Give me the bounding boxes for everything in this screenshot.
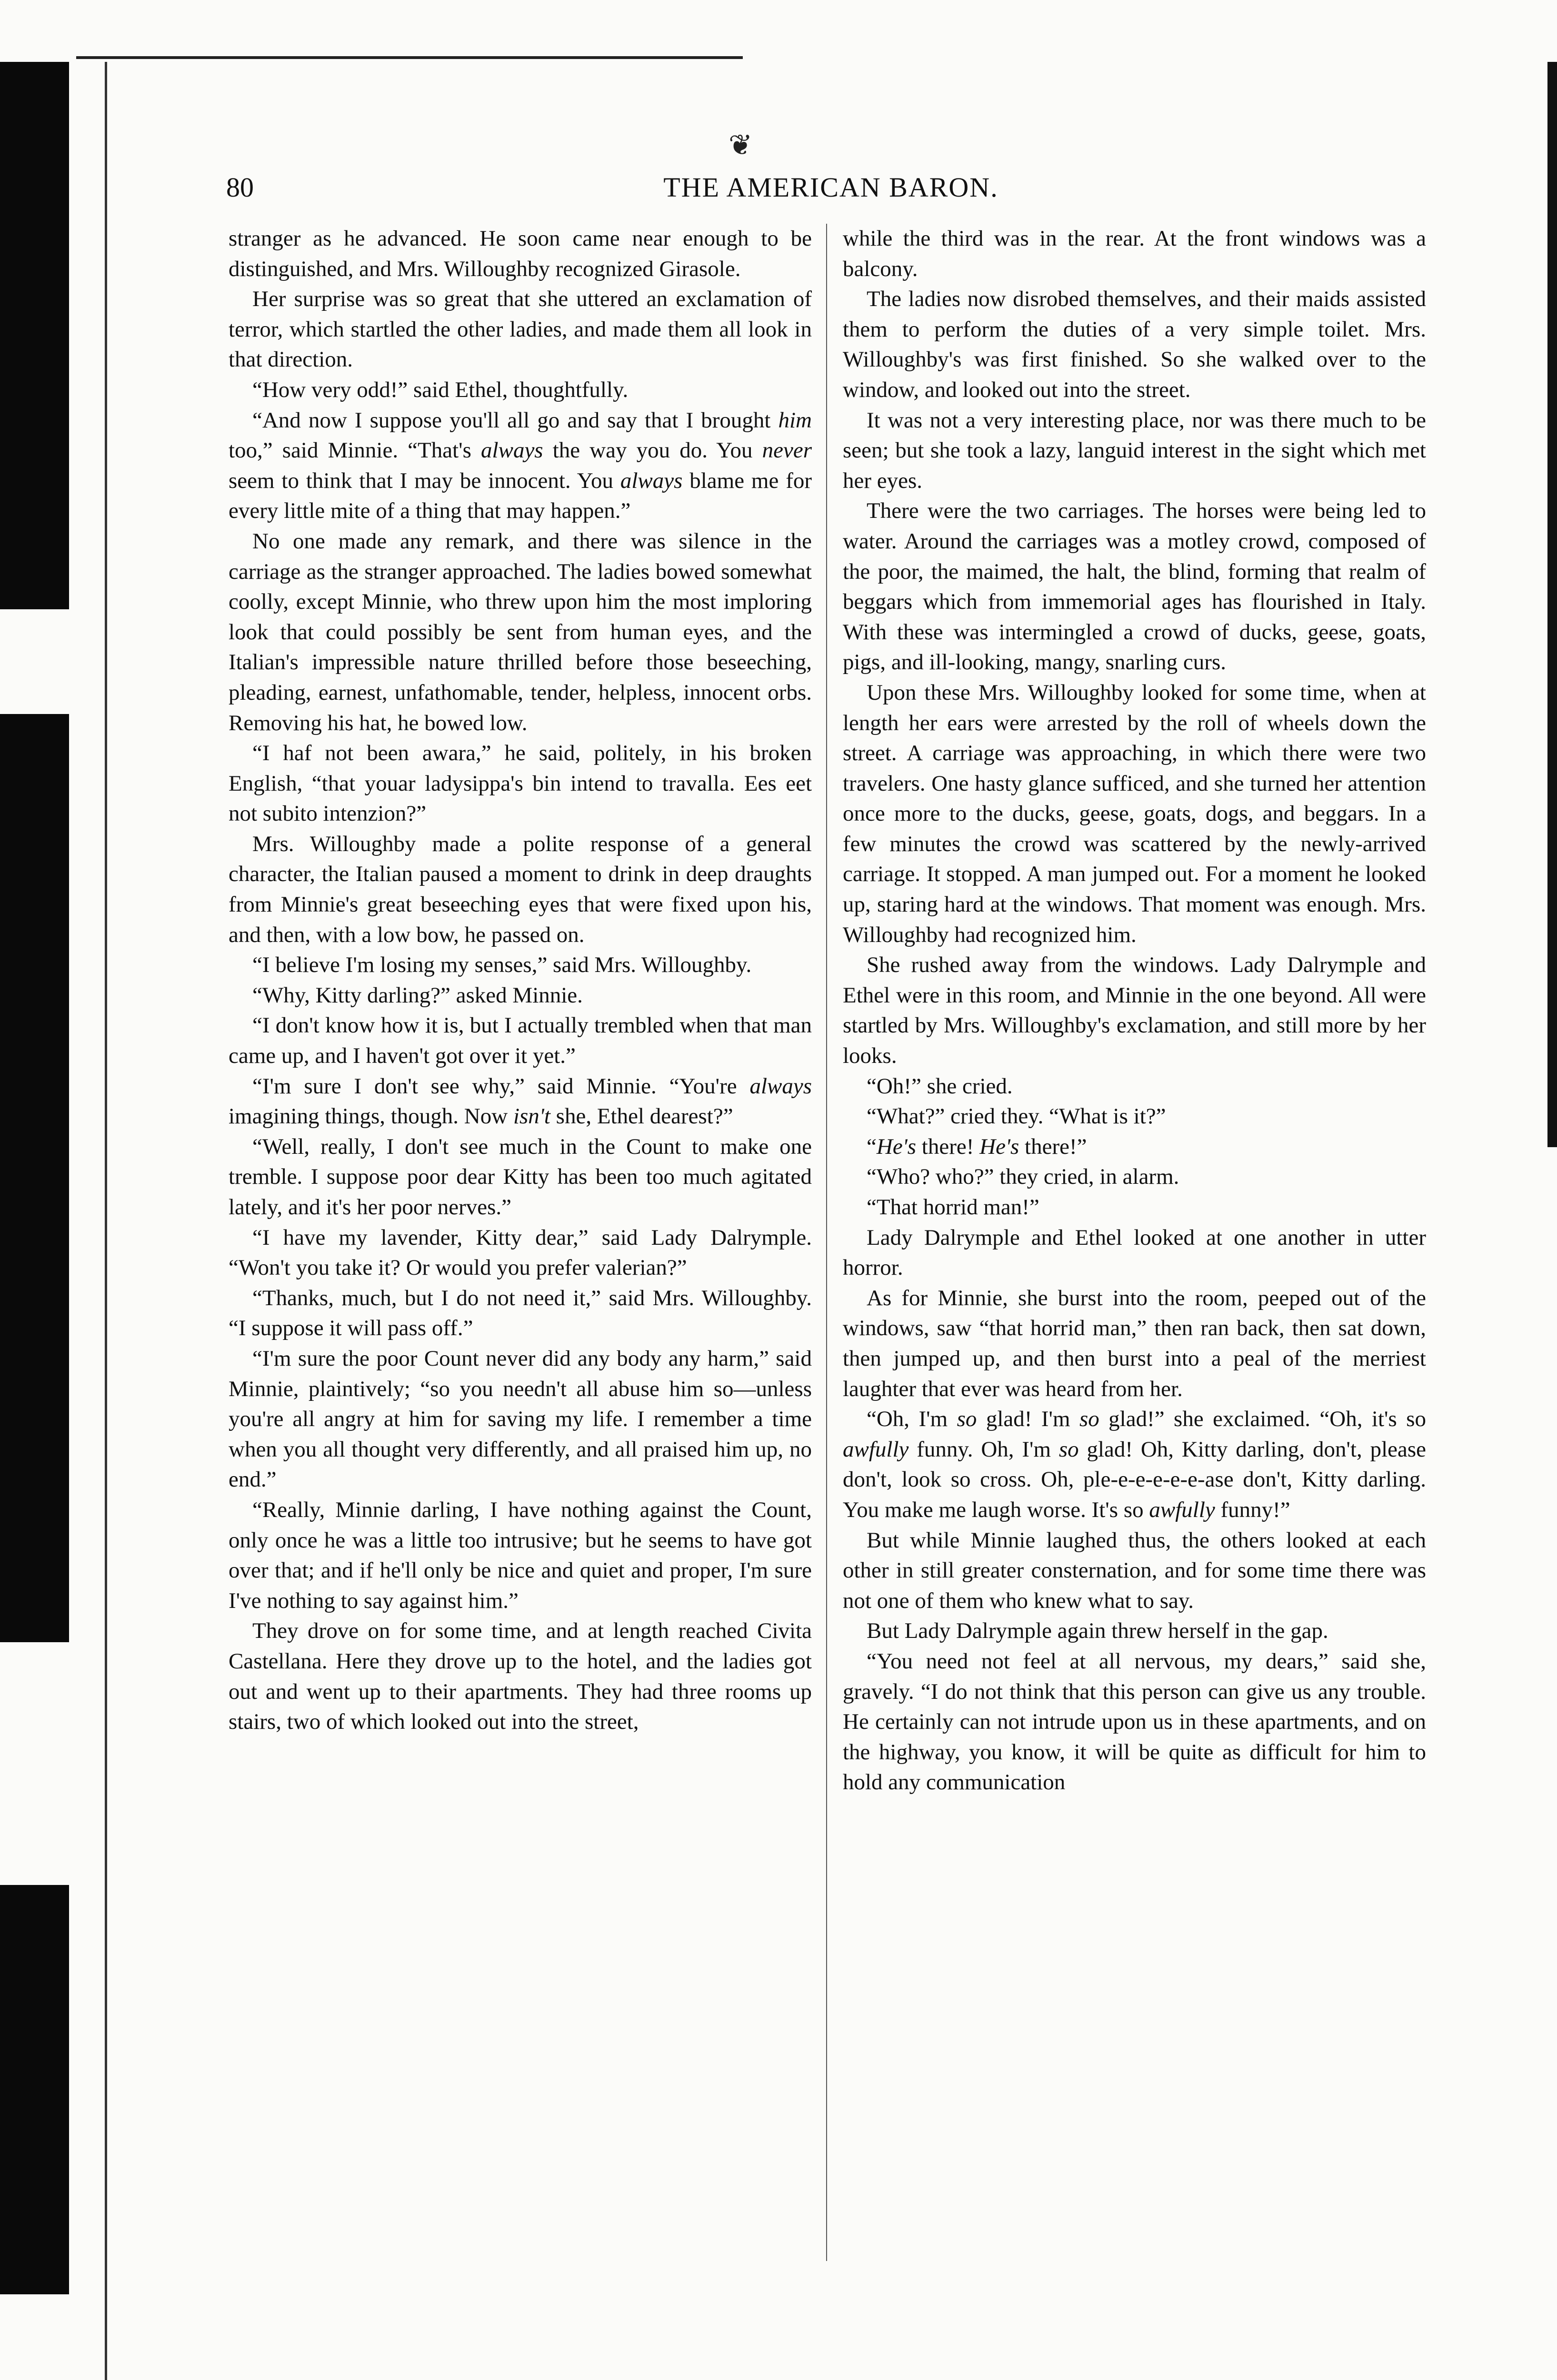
running-title: THE AMERICAN BARON. [663,172,998,203]
italic-emphasis: awfully [843,1437,909,1462]
paragraph: “I haf not been awara,” he said, politely, in his broken English, “that youar ladysippa's bin intend to travalla. Ees eet not subito intenzion?” [229,741,812,826]
paragraph: “How very odd!” said Ethel, thoughtfully. [252,377,629,402]
text-column-right [843,224,1426,1798]
paragraph: There were the two carriages. The horses were being led to water. Around the carriages was a motley crowd, composed of the poor, the maimed, the halt, the blind, forming that realm of beggars which from immemorial ages has flourished in Italy. With these was intermingled a crowd of ducks, geese, goats, pigs, and ill-looking, mangy, snarling curs. [843,498,1426,675]
scan-edge-shadow [0,62,69,609]
paragraph: “I don't know how it is, but I actually trembled when that man came up, and I haven't got over it yet.” [229,1013,812,1069]
paragraph: It was not a very interesting place, nor was there much to be seen; but she took a lazy, languid interest in the sight which met her eyes. [843,407,1426,493]
paragraph: while the third was in the rear. At the front windows was a balcony. [843,226,1426,281]
italic-emphasis: always [749,1073,812,1099]
paragraph: “I'm sure I don't see why,” said Minnie. “You're always imagining things, though. Now isn't she, Ethel dearest?” [229,1073,812,1129]
scan-edge-line [105,62,107,2380]
paragraph: Mrs. Willoughby made a polite response of a general character, the Italian paused a moment to drink in deep draughts from Minnie's great beseeching eyes that were fixed upon his, and then, with a low bow, he passed on. [229,831,812,947]
page-number: 80 [226,172,254,203]
paragraph: “Oh!” she cried. [867,1073,1013,1099]
scan-edge-shadow [0,1885,69,2294]
italic-emphasis: He's [876,1134,917,1159]
italic-emphasis: so [1079,1407,1099,1432]
paragraph: “Who? who?” they cried, in alarm. [867,1164,1179,1190]
italic-emphasis: so [957,1407,977,1432]
paragraph: The ladies now disrobed themselves, and their maids assisted them to perform the duties of a very simple toilet. Mrs. Willoughby's was first finished. So she walked over to the window, and looked out into the street. [843,287,1426,402]
paragraph: But Lady Dalrymple again threw herself in the gap. [867,1618,1328,1644]
paragraph: “And now I suppose you'll all go and say that I brought him too,” said Minnie. “That's always the way you do. You never seem to think that I may be innocent. You always blame me for every little mite of a thing that may happen.” [229,407,812,524]
scan-top-rule [76,56,743,59]
running-head [226,171,1436,209]
scan-edge-shadow [0,714,69,1642]
paragraph: But while Minnie laughed thus, the others looked at each other in still greater consternation, and for some time there was not one of them who knew what to say. [843,1527,1426,1613]
italic-emphasis: awfully [1149,1497,1215,1522]
italic-emphasis: him [778,407,812,433]
paragraph: “You need not feel at all nervous, my dears,” said she, gravely. “I do not think that this person can give us any trouble. He certainly can not intrude upon us in these apartments, and on the highway, you know, it will be quite as difficult for him to hold any communication [843,1648,1426,1795]
italic-emphasis: never [762,438,812,463]
paragraph: stranger as he advanced. He soon came near enough to be distinguished, and Mrs. Willoughby recognized Girasole. [229,226,812,281]
scan-edge-shadow [1547,62,1557,1147]
paragraph: As for Minnie, she burst into the room, peeped out of the windows, saw “that horrid man,” then ran back, then sat down, then jumped up, and then burst into a peal of the merriest laughter that ever was heard from her. [843,1285,1426,1401]
paragraph: “I believe I'm losing my senses,” said Mrs. Willoughby. [252,952,752,978]
paragraph: “I'm sure the poor Count never did any body any harm,” said Minnie, plaintively; “so you needn't all abuse him so—unless you're all angry at him for saving my life. I remember a time when you all thought very differently, and all praised him up, no end.” [229,1346,812,1492]
paragraph: “Really, Minnie darling, I have nothing against the Count, only once he was a little too intrusive; but he seems to have got over that; and if he'll only be nice and quiet and proper, I'm sure I've nothing to say against him.” [229,1497,812,1613]
paragraph: “Oh, I'm so glad! I'm so glad!” she exclaimed. “Oh, it's so awfully funny. Oh, I'm so glad! Oh, Kitty darling, don't, please don't, look so cross. Oh, ple-e-e-e-e-e-ase don't, Kitty darling. You make me laugh worse. It's so awfully funny!” [843,1407,1427,1522]
paragraph: “Thanks, much, but I do not need it,” said Mrs. Willoughby. “I suppose it will pass off.” [229,1285,812,1341]
paragraph: Upon these Mrs. Willoughby looked for some time, when at length her ears were arrested by the roll of wheels down the street. A carriage was approaching, in which there were two travelers. One hasty glance sufficed, and she turned her attention once more to the ducks, geese, goats, dogs, and beggars. In a few minutes the crowd was scattered by the newly-arrived carriage. It stopped. A man jumped out. For a moment he looked up, staring hard at the windows. That moment was enough. Mrs. Willoughby had recognized him. [843,680,1426,947]
paragraph: “I have my lavender, Kitty dear,” said Lady Dalrymple. “Won't you take it? Or would you prefer valerian?” [229,1225,812,1280]
italic-emphasis: isn't [513,1104,550,1129]
paragraph: “He's there! He's there!” [867,1134,1087,1159]
paragraph: “What?” cried they. “What is it?” [867,1104,1166,1129]
column-divider [826,224,827,2261]
paragraph: No one made any remark, and there was silence in the carriage as the stranger approached. The ladies bowed somewhat coolly, except Minnie, who threw upon him the most imploring look that could possibly be sent from human eyes, and the Italian's impressible nature thrilled before those beseeching, pleading, earnest, unfathomable, tender, helpless, innocent orbs. Removing his hat, he bowed low. [229,528,812,735]
italic-emphasis: always [481,438,543,463]
italic-emphasis: so [1058,1437,1079,1462]
text-column-left [229,224,812,1737]
italic-emphasis: always [620,468,683,493]
paragraph: She rushed away from the windows. Lady Dalrymple and Ethel were in this room, and Minnie in the one beyond. All were startled by Mrs. Willoughby's exclamation, and still more by her looks. [843,952,1426,1069]
paragraph: “Well, really, I don't see much in the Count to make one tremble. I suppose poor dear Kitty has been too much agitated lately, and it's her poor nerves.” [229,1134,812,1220]
paragraph: Her surprise was so great that she uttered an exclamation of terror, which startled the other ladies, and made them all look in that direction. [229,287,812,372]
header-ornament-icon: ❦ [729,129,750,161]
paragraph: Lady Dalrymple and Ethel looked at one another in utter horror. [843,1225,1426,1280]
paragraph: They drove on for some time, and at length reached Civita Castellana. Here they drove up to the hotel, and the ladies got out and went up to their apartments. They had three rooms up stairs, two of which looked out into the street, [229,1618,812,1735]
italic-emphasis: He's [979,1134,1019,1159]
paragraph: “Why, Kitty darling?” asked Minnie. [252,982,583,1008]
paragraph: “That horrid man!” [867,1195,1039,1220]
